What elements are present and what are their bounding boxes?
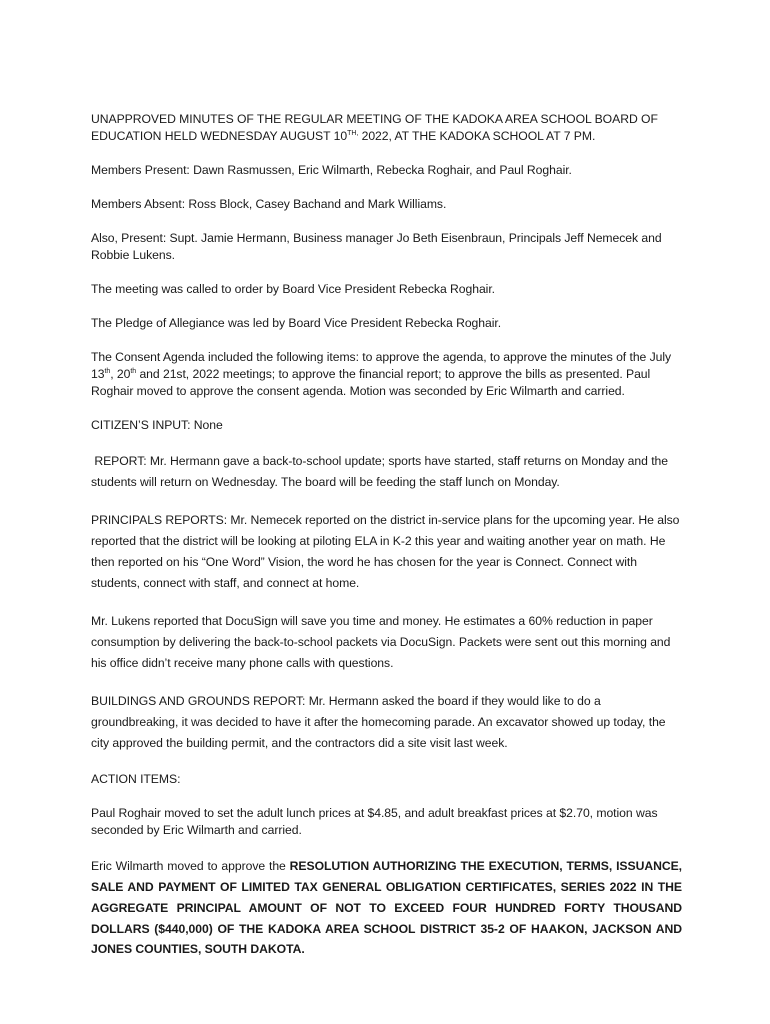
title-line-1: UNAPPROVED MINUTES OF THE REGULAR MEETING OF THE KADOKA AREA SCHOOL BOARD OF <box>91 112 658 126</box>
members-absent: Members Absent: Ross Block, Casey Bachand and Mark Williams. <box>91 197 447 211</box>
action-items-heading: ACTION ITEMS: <box>91 772 181 787</box>
consent-text-1: The Consent Agenda included the following items: to approve the agenda, to approve the minutes of the July 13 <box>91 350 672 381</box>
pledge-of-allegiance: The Pledge of Allegiance was led by Board Vice President Rebecka Roghair. <box>91 316 502 330</box>
resolution-intro: Eric Wilmarth moved to approve the <box>91 859 290 874</box>
principals-report: PRINCIPALS REPORTS: Mr. Nemecek reported on the district in-service plans for the upcoming year. He also reported that the district will be looking at piloting ELA in K-2 this year and waiting another year on math. He then reported on his “One Word” Vision, the word he has chosen for the year is Connect. Connect with students, connect with staff, and connect at home. <box>91 513 680 590</box>
lukens-report: Mr. Lukens reported that DocuSign will save you time and money. He estimates a 60% reduction in paper consumption by delivering the back-to-school packets via DocuSign. Packets were sent out this morning and his office didn’t receive many phone calls with questions. <box>91 614 671 670</box>
buildings-grounds-report: BUILDINGS AND GROUNDS REPORT: Mr. Hermann asked the board if they would like to do a groundbreaking, it was decided to have it after the homecoming parade. An excavator showed up today, the city approved the building permit, and the contractors did a site visit last week. <box>91 694 666 750</box>
resolution-motion <box>91 856 689 960</box>
call-to-order: The meeting was called to order by Board Vice President Rebecka Roghair. <box>91 282 496 296</box>
members-present: Members Present: Dawn Rasmussen, Eric Wilmarth, Rebecka Roghair, and Paul Roghair. <box>91 163 572 177</box>
title-line-2-start: EDUCATION HELD WEDNESDAY AUGUST 10 <box>91 129 348 143</box>
title-superscript: TH, <box>347 130 359 137</box>
consent-superscript-1: th <box>104 368 111 375</box>
superintendent-report: REPORT: Mr. Hermann gave a back-to-school update; sports have started, staff returns on Monday and the students will return on Wednesday. The board will be feeding the staff lunch on Monday. <box>91 454 672 489</box>
consent-agenda <box>91 349 682 400</box>
consent-text-2: , 20 <box>110 367 131 381</box>
resolution-title: RESOLUTION AUTHORIZING THE EXECUTION, TERMS, ISSUANCE, SALE AND PAYMENT OF LIMITED TAX GENERAL OBLIGATION CERTIFICATES, SERIES 2022 IN THE AGGREGATE PRINCIPAL AMOUNT OF NOT TO EXCEED FOUR HUNDRED FORTY THOUSAND DOLLARS ($440,000) OF THE KADOKA AREA SCHOOL DISTRICT 35-2 OF HAAKON, JACKSON AND JONES COUNTIES, SOUTH DAKOTA. <box>91 859 689 957</box>
also-present: Also, Present: Supt. Jamie Hermann, Business manager Jo Beth Eisenbraun, Principals Jeff Nemecek and Robbie Lukens. <box>91 231 662 262</box>
consent-superscript-2: th <box>130 368 137 375</box>
minutes-title <box>91 111 682 145</box>
title-line-2-end: 2022, AT THE KADOKA SCHOOL AT 7 PM. <box>358 129 596 143</box>
citizens-input: CITIZEN’S INPUT: None <box>91 418 223 432</box>
lunch-prices-motion: Paul Roghair moved to set the adult lunch prices at $4.85, and adult breakfast prices at $2.70, motion was seconded by Eric Wilmarth and carried. <box>91 806 658 838</box>
consent-text-3: and 21st, 2022 meetings; to approve the financial report; to approve the bills as presented. Paul Roghair moved to approve the consent agenda. Motion was seconded by Eric Wilmarth and carried. <box>91 367 651 398</box>
